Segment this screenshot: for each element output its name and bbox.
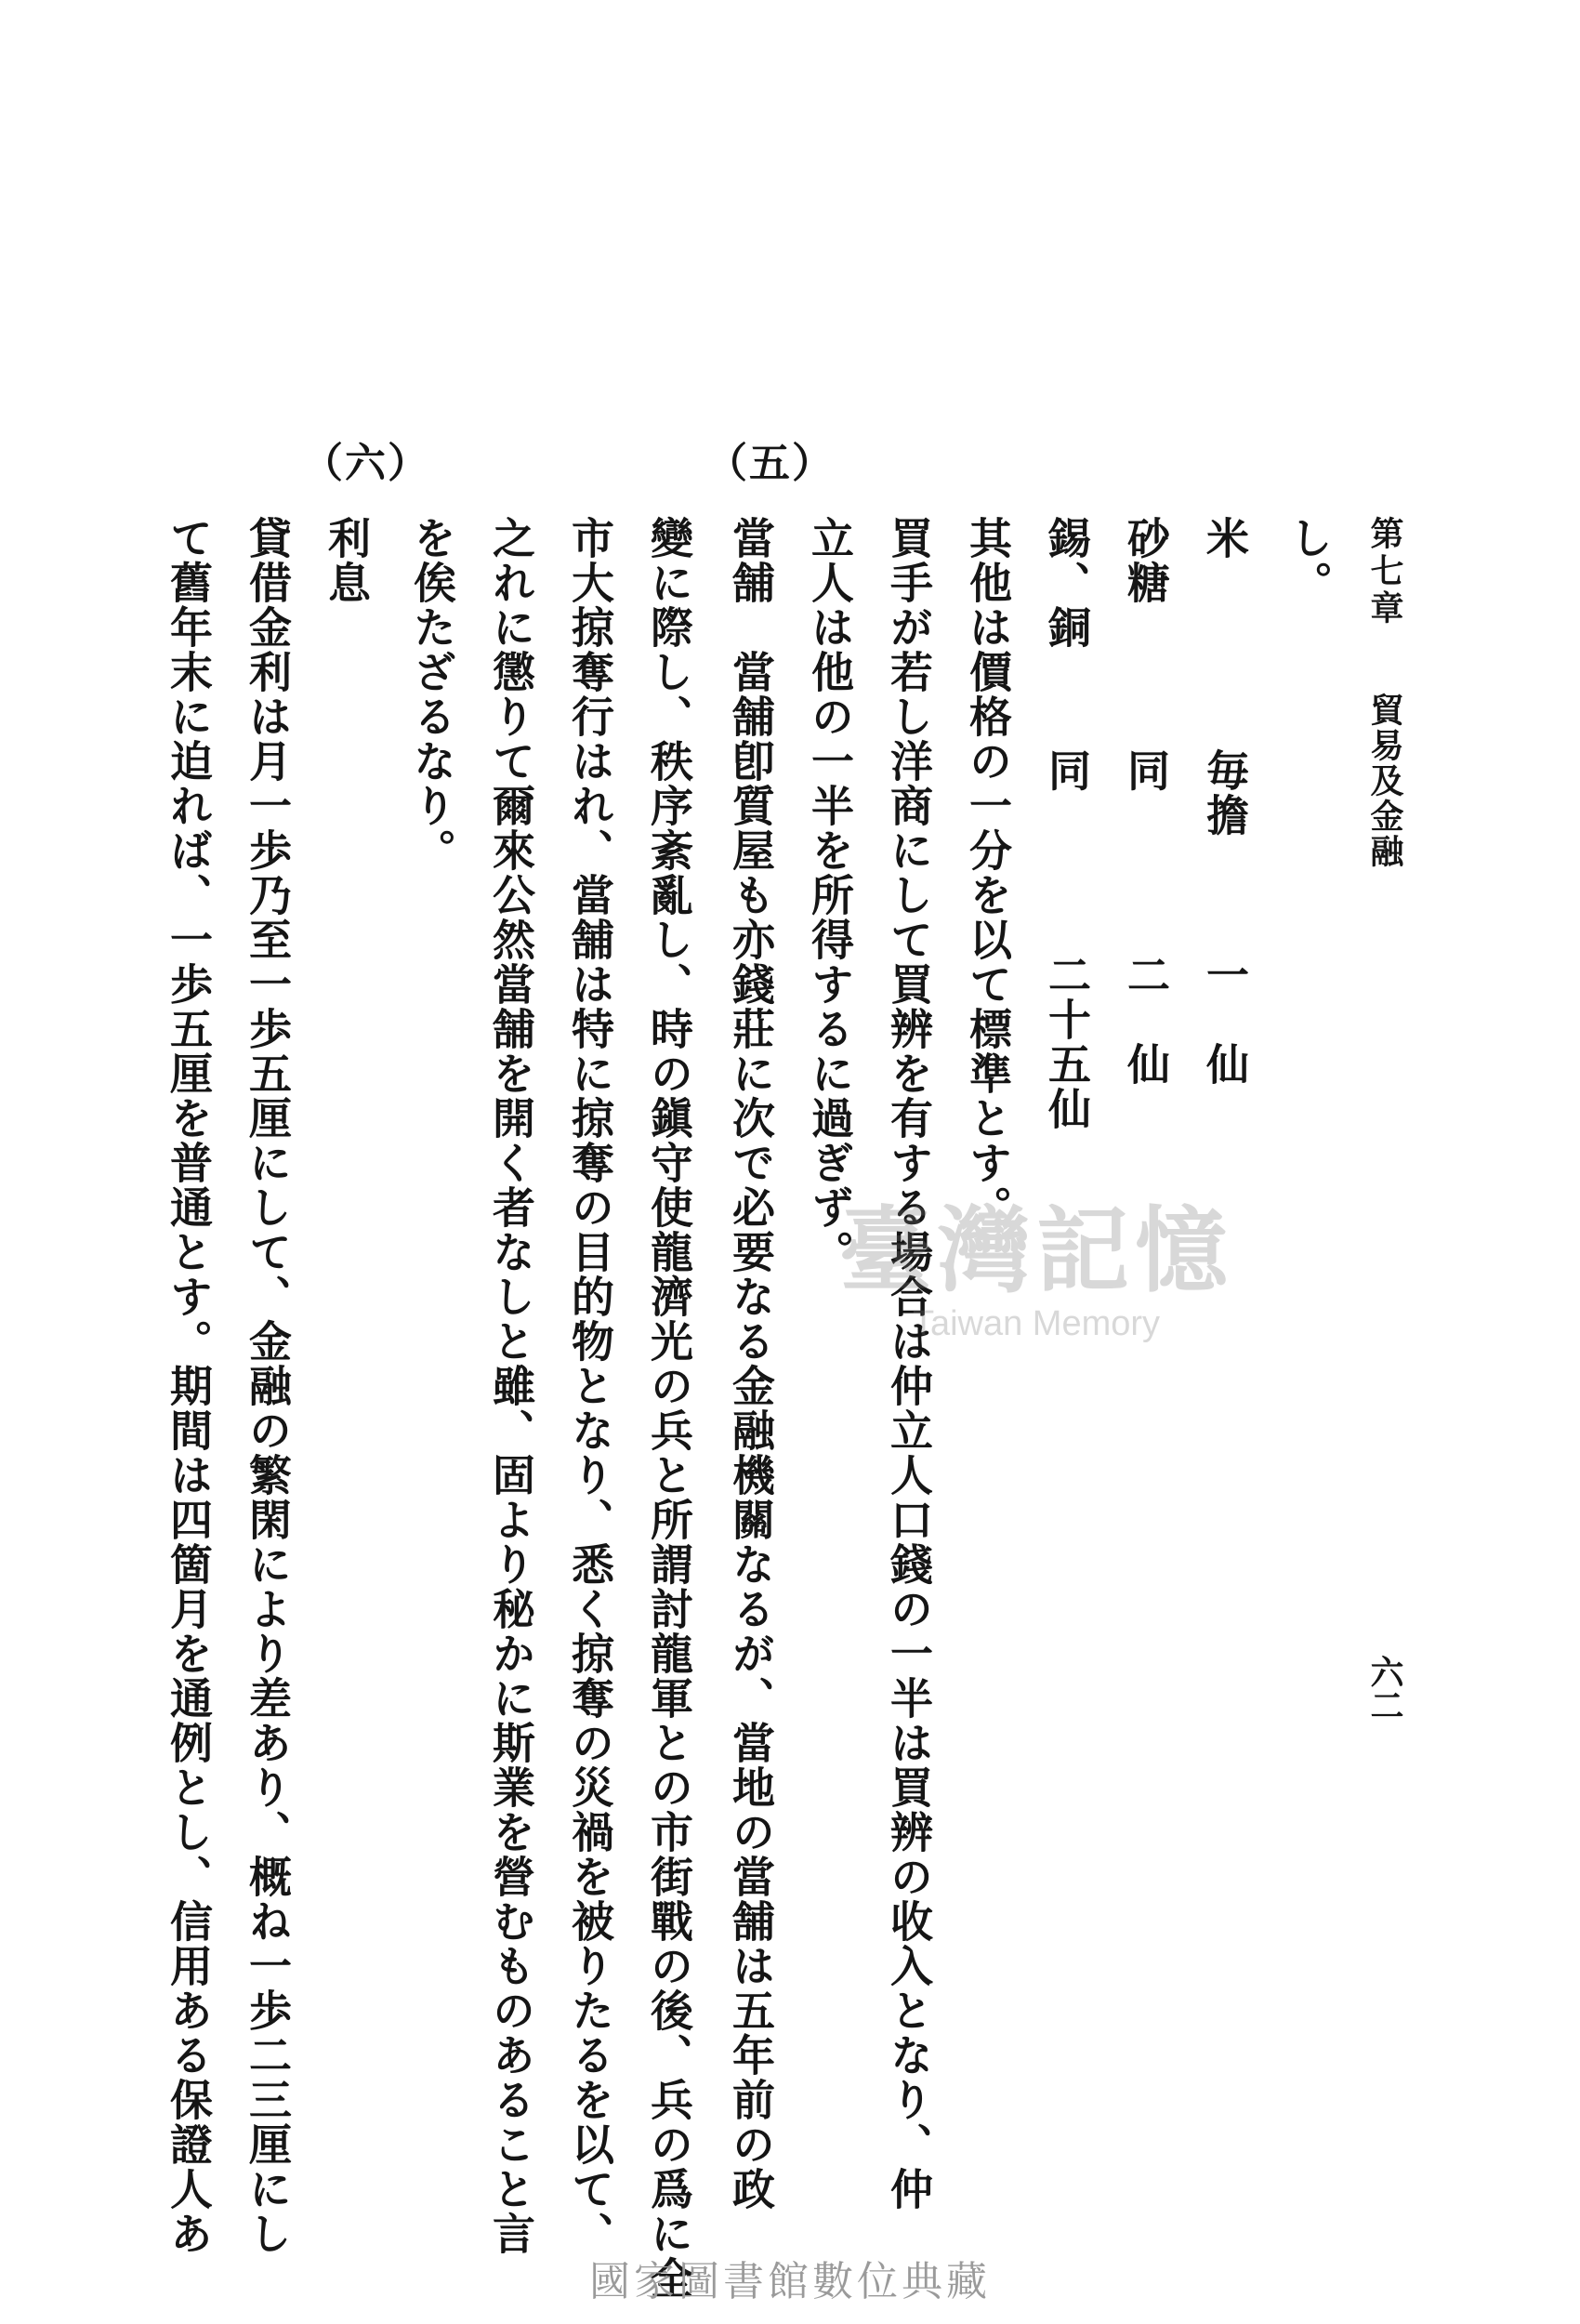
- watermark-english: Taiwan Memory: [912, 1304, 1161, 1343]
- commission-row-tin-copper: [1042, 516, 1101, 1185]
- commission-price: 一 仙: [1200, 953, 1250, 1087]
- continuation-text: し。: [1284, 516, 1334, 605]
- commission-price: 二 仙: [1121, 953, 1171, 1087]
- section6-line: 貸借金利は月一歩乃至一歩五厘にして、金融の繁閑により差あり、概ね一歩二三厘にし: [243, 516, 293, 2256]
- commission-row-rice: [1200, 516, 1259, 1185]
- commission-unit: 同: [1042, 748, 1092, 793]
- section6-heading: 利息: [322, 516, 372, 605]
- section6-line: て舊年末に迫れば、一歩五厘を普通とす。期間は四箇月を通例とし、信用ある保證人あ: [164, 516, 214, 2256]
- paragraph-buyer-line: 立人は他の一半を所得するに過ぎず。: [805, 516, 855, 1274]
- commission-item: 錫、銅: [1042, 516, 1092, 650]
- chapter-title: 貿易及金融: [1365, 693, 1404, 869]
- commission-item: 砂糖: [1121, 516, 1171, 605]
- library-footer: 國家圖書館數位典藏: [589, 2258, 991, 2305]
- commission-price: 二十五仙: [1042, 953, 1092, 1131]
- paragraph-other-standard: 其他は價格の一分を以て標準とす。: [963, 516, 1013, 1230]
- section5-line: 之れに懲りて爾來公然當舗を開く者なしと雖、固より秘かに斯業を營むものあること言: [486, 516, 536, 2256]
- watermark-chinese: 臺灣記憶: [839, 1195, 1233, 1305]
- commission-unit: 同: [1121, 748, 1171, 793]
- section5-line: を俟たざるなり。: [407, 516, 457, 873]
- commission-row-sugar: [1121, 516, 1180, 1185]
- section5-line: 當舗 當舗卽質屋も亦錢莊に次で必要なる金融機關なるが、當地の當舗は五年前の政: [726, 516, 776, 2212]
- section5-line: 市大掠奪行はれ、當舗は特に掠奪の目的物となり、悉く掠奪の災禍を被りたるを以て、: [565, 516, 615, 2256]
- section-number-5: （五）: [706, 440, 835, 487]
- section5-line: 變に際し、秩序紊亂し、時の鎭守使龍濟光の兵と所謂討龍軍との市街戰の後、兵の爲に全: [644, 516, 694, 2301]
- section-number-6: （六）: [302, 440, 430, 487]
- page-number: 六二: [1365, 1655, 1404, 1722]
- chapter-label: 第七章: [1365, 516, 1404, 627]
- paragraph-buyer-line: 買手が若し洋商にして買辨を有する場合は仲立人口錢の一半は買辨の收入となり、仲: [884, 516, 934, 2212]
- commission-item: 米: [1200, 516, 1250, 561]
- commission-unit: 毎擔: [1200, 748, 1250, 838]
- taiwan-memory-watermark: [795, 1176, 1278, 1344]
